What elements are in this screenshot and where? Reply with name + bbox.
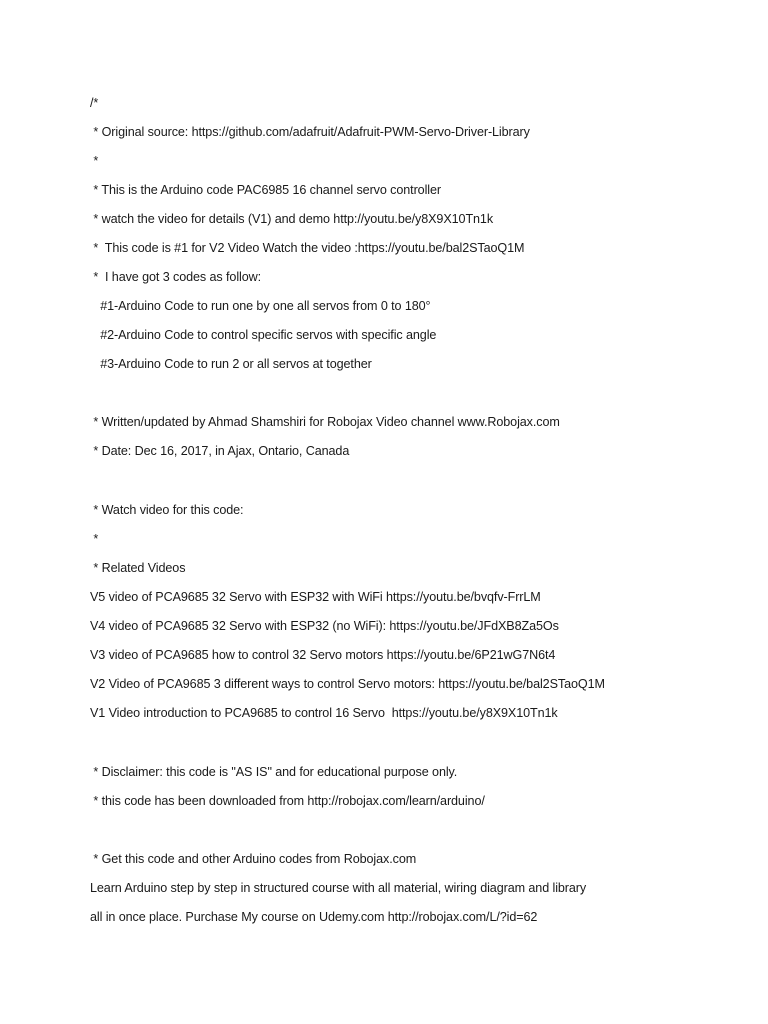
description-line: * This is the Arduino code PAC6985 16 channel servo controller xyxy=(90,183,441,197)
related-videos-heading: * Related Videos xyxy=(90,561,186,575)
watch-video-code-line: * Watch video for this code: xyxy=(90,503,244,517)
related-video-v5: V5 video of PCA9685 32 Servo with ESP32 with WiFi https://youtu.be/bvqfv-FrrLM xyxy=(90,590,541,604)
related-video-v2: V2 Video of PCA9685 3 different ways to control Servo motors: https://youtu.be/bal2STaoQ1M xyxy=(90,677,605,691)
original-source-line: * Original source: https://github.com/adafruit/Adafruit-PWM-Servo-Driver-Library xyxy=(90,125,530,139)
comment-star-line: * xyxy=(90,154,99,168)
disclaimer-line: * Disclaimer: this code is "AS IS" and for educational purpose only. xyxy=(90,765,458,779)
code-3-line: #3-Arduino Code to run 2 or all servos at together xyxy=(90,357,372,371)
v2-video-line: * This code is #1 for V2 Video Watch the video :https://youtu.be/bal2STaoQ1M xyxy=(90,241,525,255)
download-source-line: * this code has been downloaded from http://robojax.com/learn/arduino/ xyxy=(90,794,485,808)
date-line: * Date: Dec 16, 2017, in Ajax, Ontario, Canada xyxy=(90,444,350,458)
author-line: * Written/updated by Ahmad Shamshiri for Robojax Video channel www.Robojax.com xyxy=(90,415,560,429)
comment-open: /* xyxy=(90,96,99,110)
related-video-v1: V1 Video introduction to PCA9685 to control 16 Servo https://youtu.be/y8X9X10Tn1k xyxy=(90,706,558,720)
related-video-v4: V4 video of PCA9685 32 Servo with ESP32 (no WiFi): https://youtu.be/JFdXB8Za5Os xyxy=(90,619,559,633)
code-2-line: #2-Arduino Code to control specific servos with specific angle xyxy=(90,328,437,342)
comment-star-line-2: * xyxy=(90,532,99,546)
code-1-line: #1-Arduino Code to run one by one all servos from 0 to 180° xyxy=(90,299,431,313)
course-line-1: Learn Arduino step by step in structured course with all material, wiring diagram and library xyxy=(90,881,587,895)
course-line-2: all in once place. Purchase My course on Udemy.com http://robojax.com/L/?id=62 xyxy=(90,910,538,924)
get-code-line: * Get this code and other Arduino codes from Robojax.com xyxy=(90,852,417,866)
watch-video-line: * watch the video for details (V1) and demo http://youtu.be/y8X9X10Tn1k xyxy=(90,212,494,226)
codes-intro-line: * I have got 3 codes as follow: xyxy=(90,270,262,284)
related-video-v3: V3 video of PCA9685 how to control 32 Servo motors https://youtu.be/6P21wG7N6t4 xyxy=(90,648,556,662)
